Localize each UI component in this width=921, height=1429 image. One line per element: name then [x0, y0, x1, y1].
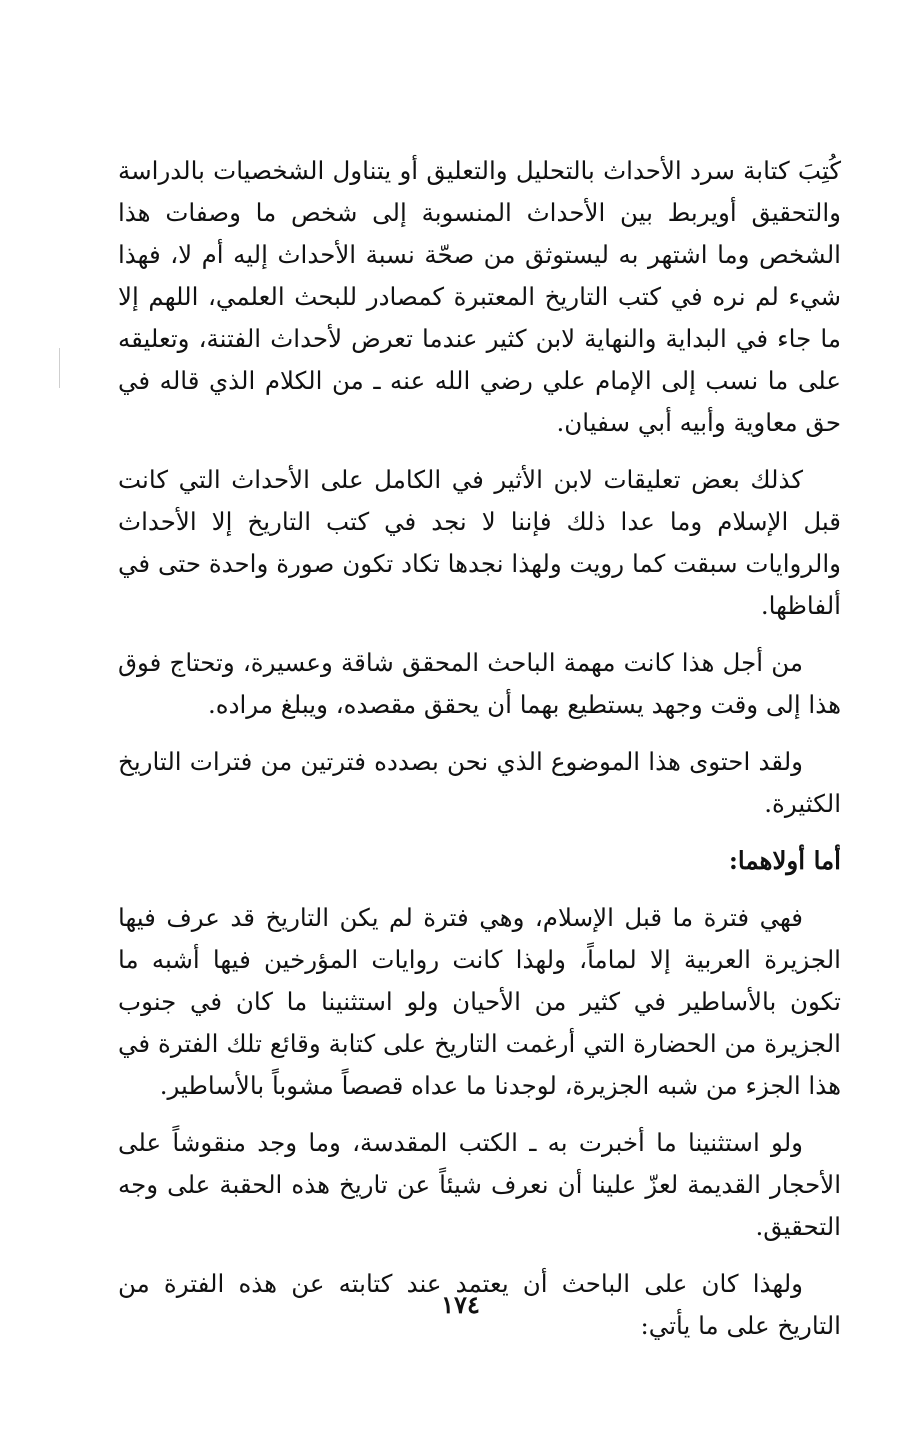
paragraph-4: ولقد احتوى هذا الموضوع الذي نحن بصدده فترتين من فترات التاريخ الكثيرة.	[118, 747, 841, 818]
section-heading: أما أولاهما:	[728, 846, 841, 875]
paragraph-2: كذلك بعض تعليقات لابن الأثير في الكامل على الأحداث التي كانت قبل الإسلام وما عدا ذلك فإننا لا نجد في كتب التاريخ إلا الأحداث والروايات سبقت كما رويت ولهذا نجدها تكاد تكون صورة واحدة حتى في ألفاظها.	[118, 465, 841, 620]
paragraph-5: فهي فترة ما قبل الإسلام، وهي فترة لم يكن التاريخ قد عرف فيها الجزيرة العربية إلا لماماً، ولهذا كانت روايات المؤرخين فيها أشبه ما تكون بالأساطير في كثير من الأحيان ولو استثنينا ما كان في جنوب الجزيرة من الحضارة التي أرغمت التاريخ على كتابة وقائع تلك الفترة في هذا الجزء من شبه الجزيرة، لوجدنا ما عداه قصصاً مشوباً بالأساطير.	[118, 903, 841, 1100]
paragraph-7: ولهذا كان على الباحث أن يعتمد عند كتابته عن هذه الفترة من التاريخ على ما يأتي:	[118, 1269, 841, 1340]
paragraph-3: من أجل هذا كانت مهمة الباحث المحقق شاقة وعسيرة، وتحتاج فوق هذا إلى وقت وجهد يستطيع بهما أن يحقق مقصده، ويبلغ مراده.	[118, 648, 841, 719]
page-body	[118, 150, 841, 1362]
page-number: ١٧٤	[441, 1290, 480, 1319]
paragraph-6: ولو استثنينا ما أخبرت به ـ الكتب المقدسة، وما وجد منقوشاً على الأحجار القديمة لعزّ علينا أن نعرف شيئاً عن تاريخ هذه الحقبة على وجه التحقيق.	[118, 1128, 841, 1241]
margin-mark	[59, 348, 60, 388]
paragraph-1: كُتِبَ كتابة سرد الأحداث بالتحليل والتعليق أو يتناول الشخصيات بالدراسة والتحقيق أويربط بين الأحداث المنسوبة إلى شخص ما وصفات هذا الشخص وما اشتهر به ليستوثق من صحّة نسبة الأحداث إليه أم لا، فهذا شيء لم نره في كتب التاريخ المعتبرة كمصادر للبحث العلمي، اللهم إلا ما جاء في البداية والنهاية لابن كثير عندما تعرض لأحداث الفتنة، وتعليقه على ما نسب إلى الإمام علي رضي الله عنه ـ من الكلام الذي قاله في حق معاوية وأبيه أبي سفيان.	[118, 156, 841, 437]
